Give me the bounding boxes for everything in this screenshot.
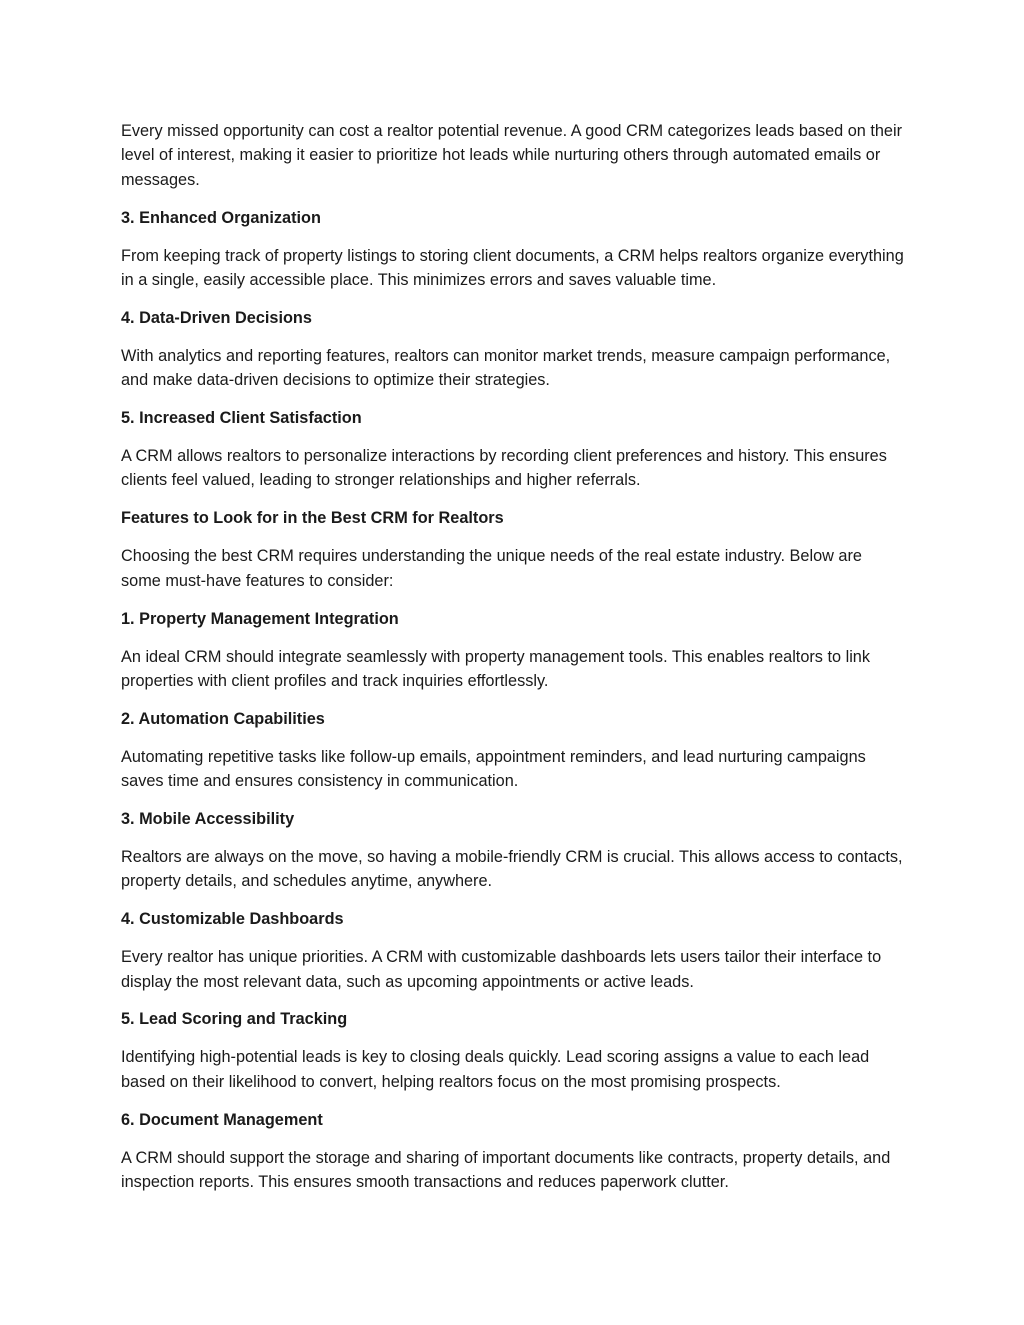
heading-increased-client-satisfaction: 5. Increased Client Satisfaction (121, 409, 362, 428)
heading-enhanced-organization: 3. Enhanced Organization (121, 208, 321, 227)
paragraph-mobile-accessibility: Realtors are always on the move, so having a mobile-friendly CRM is crucial. This allows access to contacts, property details, and schedules anytime, anywhere. (121, 847, 903, 891)
paragraph-customizable-dashboards: Every realtor has unique priorities. A CRM with customizable dashboards lets users tailor their interface to display the most relevant data, such as upcoming appointments or active leads. (121, 948, 882, 991)
heading-property-management-integration: 1. Property Management Integration (121, 609, 399, 628)
paragraph-document-management: A CRM should support the storage and sharing of important documents like contracts, property details, and inspection reports. This ensures smooth transactions and reduces paperwork clutter. (121, 1148, 891, 1191)
heading-customizable-dashboards: 4. Customizable Dashboards (121, 910, 344, 929)
paragraph-missed-opportunity: Every missed opportunity can cost a realtor potential revenue. A good CRM categorizes leads based on their level of interest, making it easier to prioritize hot leads while nurturing others through automated emails or messages. (121, 122, 903, 189)
heading-document-management: 6. Document Management (121, 1110, 323, 1129)
paragraph-data-driven-decisions: With analytics and reporting features, realtors can monitor market trends, measure campaign performance, and make data-driven decisions to optimize their strategies. (121, 346, 891, 390)
paragraph-enhanced-organization: From keeping track of property listings to storing client documents, a CRM helps realtors organize everything in a single, easily accessible place. This minimizes errors and saves valuable time. (121, 246, 904, 290)
heading-mobile-accessibility: 3. Mobile Accessibility (121, 810, 295, 829)
document-page (121, 119, 906, 1208)
heading-features-to-look-for: Features to Look for in the Best CRM for Realtors (121, 509, 504, 528)
paragraph-automation-capabilities: Automating repetitive tasks like follow-up emails, appointment reminders, and lead nurturing campaigns saves time and ensures consistency in communication. (121, 747, 866, 791)
heading-automation-capabilities: 2. Automation Capabilities (121, 709, 325, 728)
paragraph-features-intro: Choosing the best CRM requires understanding the unique needs of the real estate industry. Below are some must-have features to consider: (121, 547, 862, 590)
heading-data-driven-decisions: 4. Data-Driven Decisions (121, 308, 312, 327)
paragraph-property-management-integration: An ideal CRM should integrate seamlessly with property management tools. This enables realtors to link properties with client profiles and track inquiries effortlessly. (121, 647, 871, 690)
paragraph-lead-scoring-and-tracking: Identifying high-potential leads is key to closing deals quickly. Lead scoring assigns a value to each lead based on their likelihood to convert, helping realtors focus on the most promising prospects. (121, 1048, 870, 1091)
heading-lead-scoring-and-tracking: 5. Lead Scoring and Tracking (121, 1010, 348, 1029)
paragraph-increased-client-satisfaction: A CRM allows realtors to personalize interactions by recording client preferences and history. This ensures clients feel valued, leading to stronger relationships and higher referrals. (121, 447, 887, 490)
